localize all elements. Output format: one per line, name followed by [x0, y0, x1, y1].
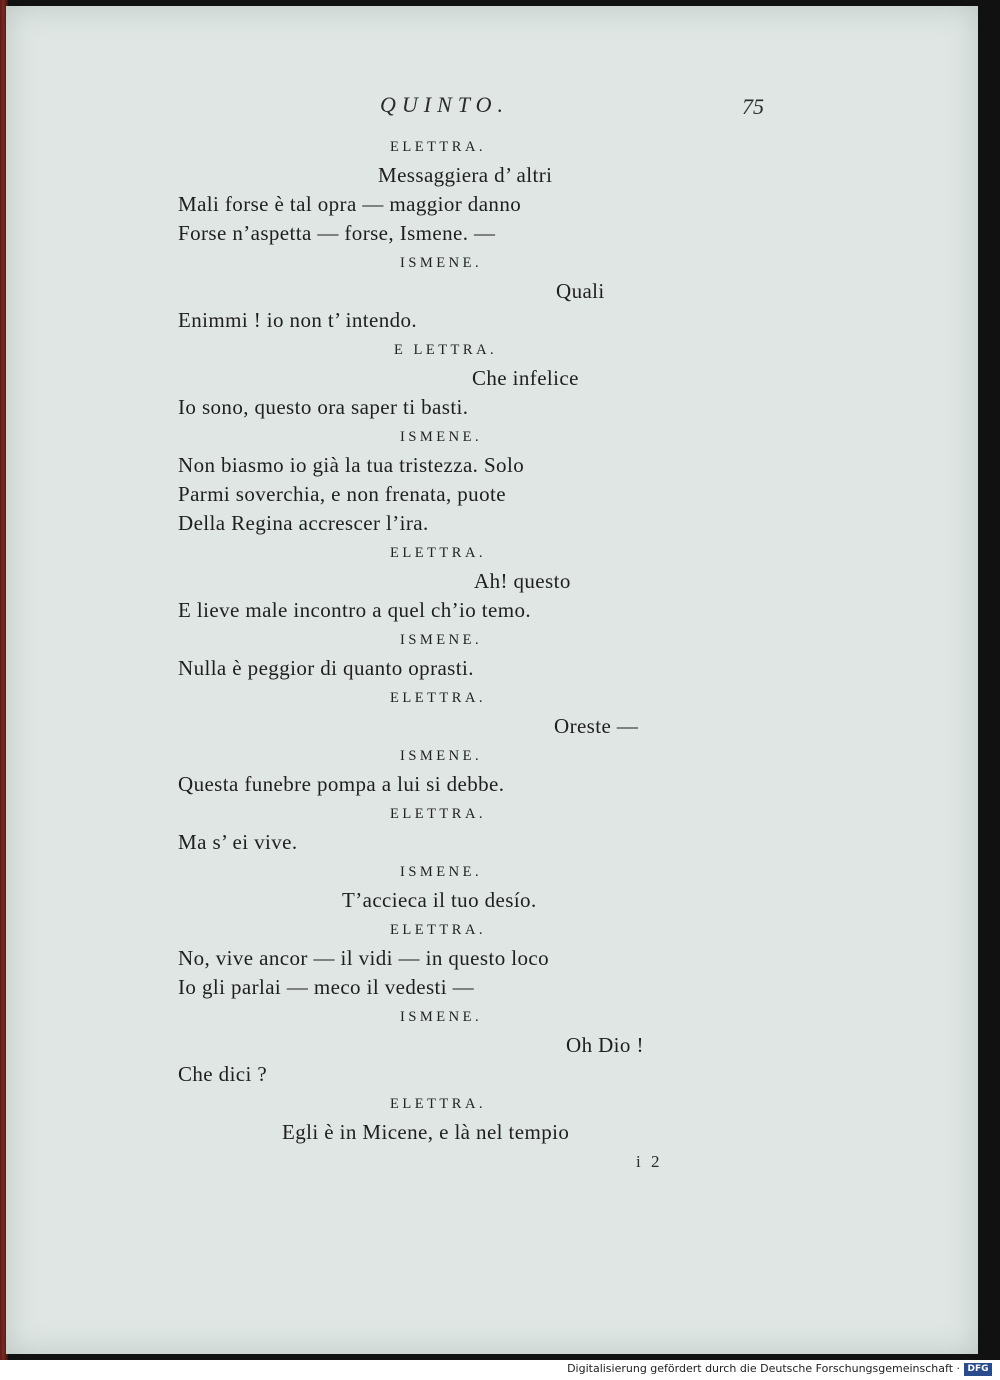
footer-bar	[0, 1360, 1000, 1380]
speaker-name: ISMENE.	[400, 429, 483, 445]
verse-line: Egli è in Micene, e là nel tempio	[282, 1120, 570, 1144]
verse-line: Forse n’aspetta — forse, Ismene. —	[178, 221, 496, 245]
verse-line: Nulla è peggior di quanto oprasti.	[178, 656, 474, 680]
verse-line: Ah! questo	[474, 569, 571, 593]
verse-line: T’accieca il tuo desío.	[342, 888, 537, 912]
speaker-name: ISMENE.	[400, 748, 483, 764]
speaker-name: ELETTRA.	[390, 1096, 487, 1112]
dfg-logo: DFG	[964, 1363, 992, 1376]
verse-line: Questa funebre pompa a lui si debbe.	[178, 772, 505, 796]
verse-line: Che dici ?	[178, 1062, 268, 1086]
verse-line: Ma s’ ei vive.	[178, 830, 298, 854]
speaker-name: ELETTRA.	[390, 690, 487, 706]
signature-mark: i 2	[636, 1152, 663, 1171]
page-number: 75	[742, 94, 764, 119]
speaker-name: ELETTRA.	[390, 806, 487, 822]
verse-line: No, vive ancor — il vidi — in questo loco	[178, 946, 550, 970]
speaker-name: ELETTRA.	[390, 922, 487, 938]
verse-line: Io sono, questo ora saper ti basti.	[178, 395, 469, 419]
speaker-name: ISMENE.	[400, 255, 483, 271]
verse-line: Oh Dio !	[566, 1033, 644, 1057]
verse-line: Io gli parlai — meco il vedesti —	[178, 975, 475, 999]
speaker-name: ISMENE.	[400, 632, 483, 648]
speaker-name: ELETTRA.	[390, 139, 487, 155]
verse-line: Della Regina accrescer l’ira.	[178, 511, 429, 535]
verse-line: E lieve male incontro a quel ch’io temo.	[178, 598, 532, 622]
verse-line: Che infelice	[472, 366, 579, 390]
verse-line: Messaggiera d’ altri	[378, 163, 553, 187]
verse-line: Quali	[556, 279, 605, 303]
speaker-name: ISMENE.	[400, 1009, 483, 1025]
speaker-name: ELETTRA.	[390, 545, 487, 561]
verse-line: Oreste —	[554, 714, 639, 738]
running-title: QUINTO.	[380, 92, 510, 117]
verse-line: Non biasmo io già la tua tristezza. Solo	[178, 453, 525, 477]
speaker-name: E LETTRA.	[394, 342, 498, 358]
play-text	[178, 132, 738, 1147]
verse-line: Mali forse è tal opra — maggior danno	[178, 192, 522, 216]
verse-line: Enimmi ! io non t’ intendo.	[178, 308, 418, 332]
funding-credit: Digitalisierung gefördert durch die Deutsche Forschungsgemeinschaft ·	[567, 1362, 960, 1375]
verse-line: Parmi soverchia, e non frenata, puote	[178, 482, 506, 506]
speaker-name: ISMENE.	[400, 864, 483, 880]
